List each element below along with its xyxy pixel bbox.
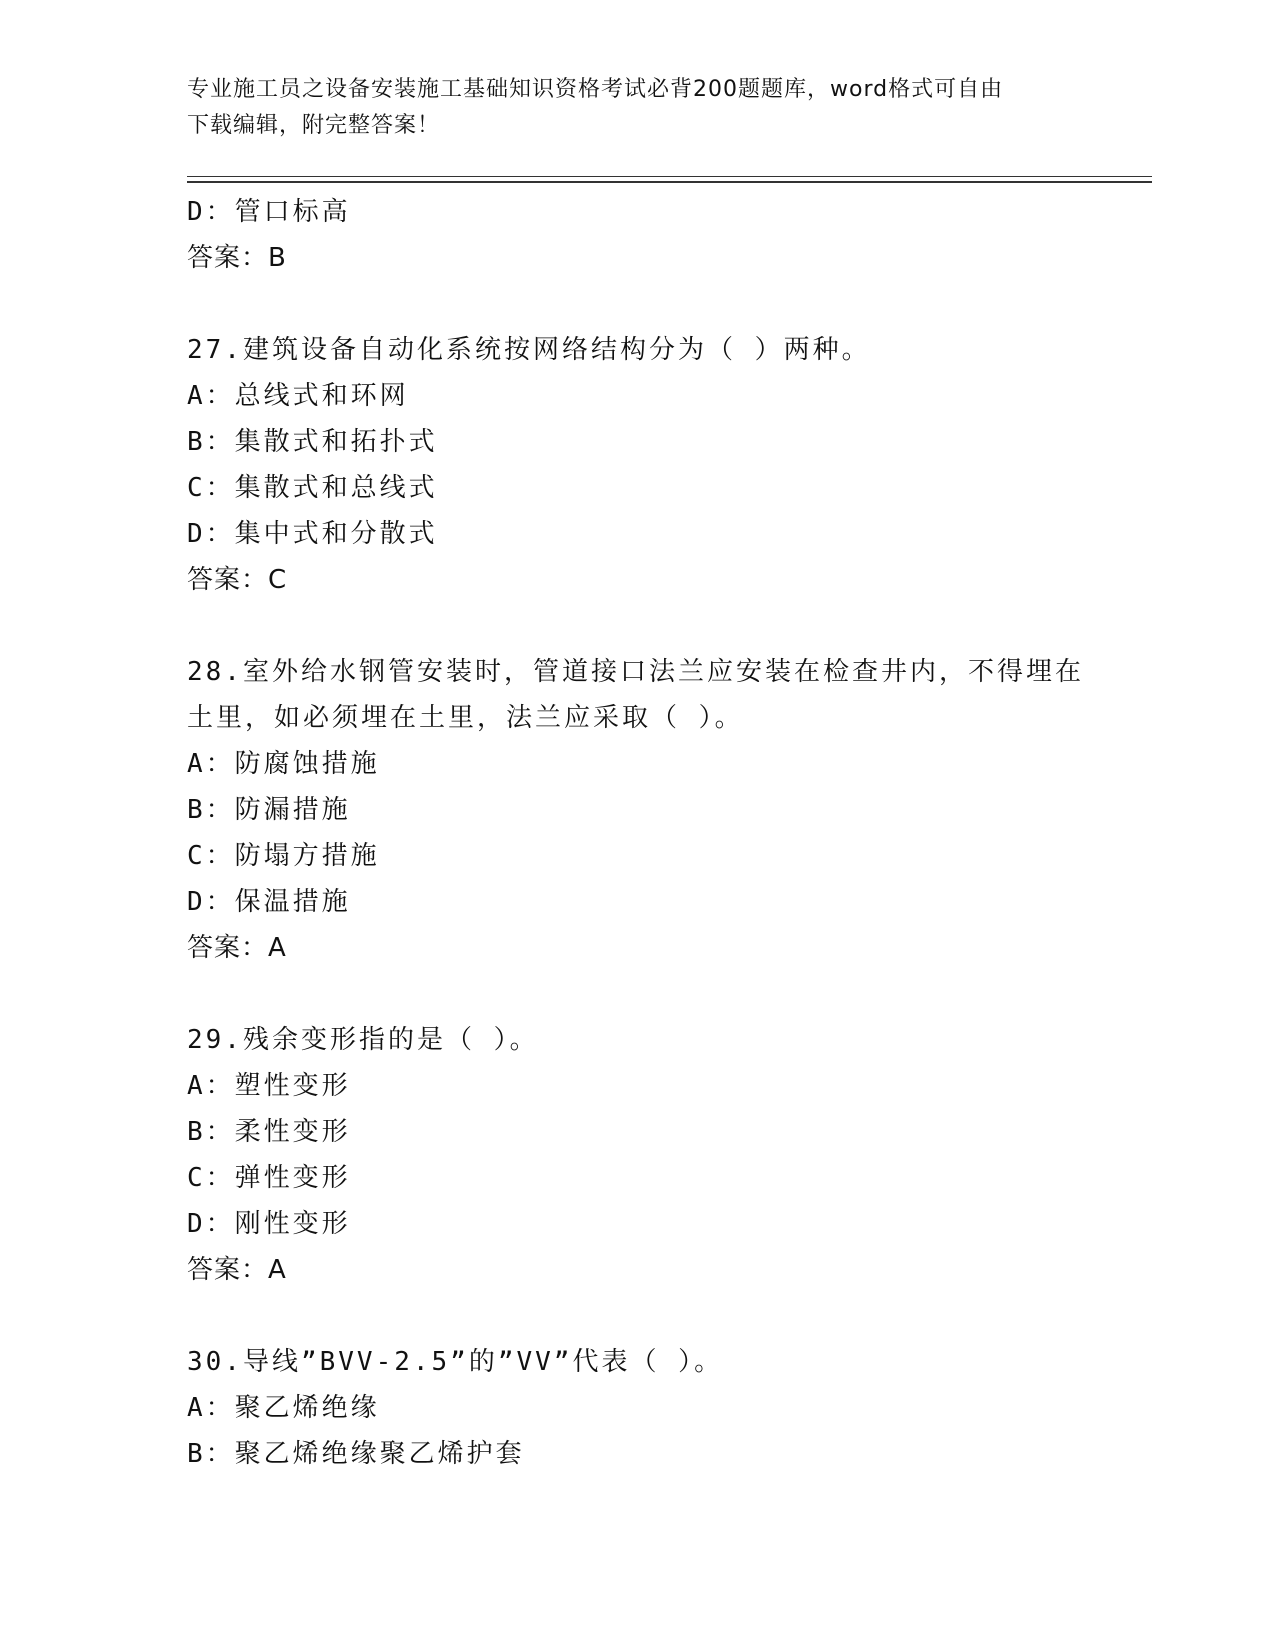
- question-27: [187, 327, 1087, 603]
- option-d: D：管口标高: [187, 197, 351, 227]
- option-d: D：刚性变形: [187, 1209, 351, 1239]
- spacer: [187, 971, 1087, 1017]
- option-a: A：聚乙烯绝缘: [187, 1393, 380, 1423]
- option-b: B：集散式和拓扑式: [187, 427, 438, 457]
- question-stem-line-1: 28.室外给水钢管安装时，管道接口法兰应安装在检查井内，不得埋在: [187, 657, 1084, 687]
- answer-line: 答案：A: [187, 933, 287, 963]
- answer-line: 答案：B: [187, 243, 287, 273]
- option-c: C：防塌方措施: [187, 841, 380, 871]
- answer-line: 答案：A: [187, 1255, 287, 1285]
- option-d: D：保温措施: [187, 887, 351, 917]
- option-a: A：总线式和环网: [187, 381, 409, 411]
- header-line-2: 下载编辑，附完整答案！: [187, 113, 441, 138]
- question-stem: 27.建筑设备自动化系统按网络结构分为（ ）两种。: [187, 335, 871, 365]
- option-b: B：柔性变形: [187, 1117, 351, 1147]
- header-line-1: 专业施工员之设备安装施工基础知识资格考试必背200题题库，word格式可自由: [187, 77, 1004, 102]
- page-header: [187, 72, 1067, 144]
- option-c: C：弹性变形: [187, 1163, 351, 1193]
- option-b: B：聚乙烯绝缘聚乙烯护套: [187, 1439, 525, 1469]
- answer-line: 答案：C: [187, 565, 288, 595]
- question-stem-line-2: 土里，如必须埋在土里，法兰应采取（ ）。: [187, 703, 744, 733]
- question-stem: 30.导线”BVV-2.5”的”VV”代表（ ）。: [187, 1347, 724, 1377]
- question-29: [187, 1017, 1087, 1293]
- spacer: [187, 1293, 1087, 1339]
- option-a: A：防腐蚀措施: [187, 749, 380, 779]
- spacer: [187, 603, 1087, 649]
- question-30: [187, 1339, 1087, 1477]
- option-b: B：防漏措施: [187, 795, 351, 825]
- header-rule-thin: [187, 176, 1152, 177]
- question-28: [187, 649, 1087, 971]
- spacer: [187, 281, 1087, 327]
- question-list: [187, 189, 1087, 1477]
- header-rule-thick: [187, 181, 1152, 183]
- question-stem: 29.残余变形指的是（ ）。: [187, 1025, 539, 1055]
- option-a: A：塑性变形: [187, 1071, 351, 1101]
- option-d: D：集中式和分散式: [187, 519, 438, 549]
- option-c: C：集散式和总线式: [187, 473, 438, 503]
